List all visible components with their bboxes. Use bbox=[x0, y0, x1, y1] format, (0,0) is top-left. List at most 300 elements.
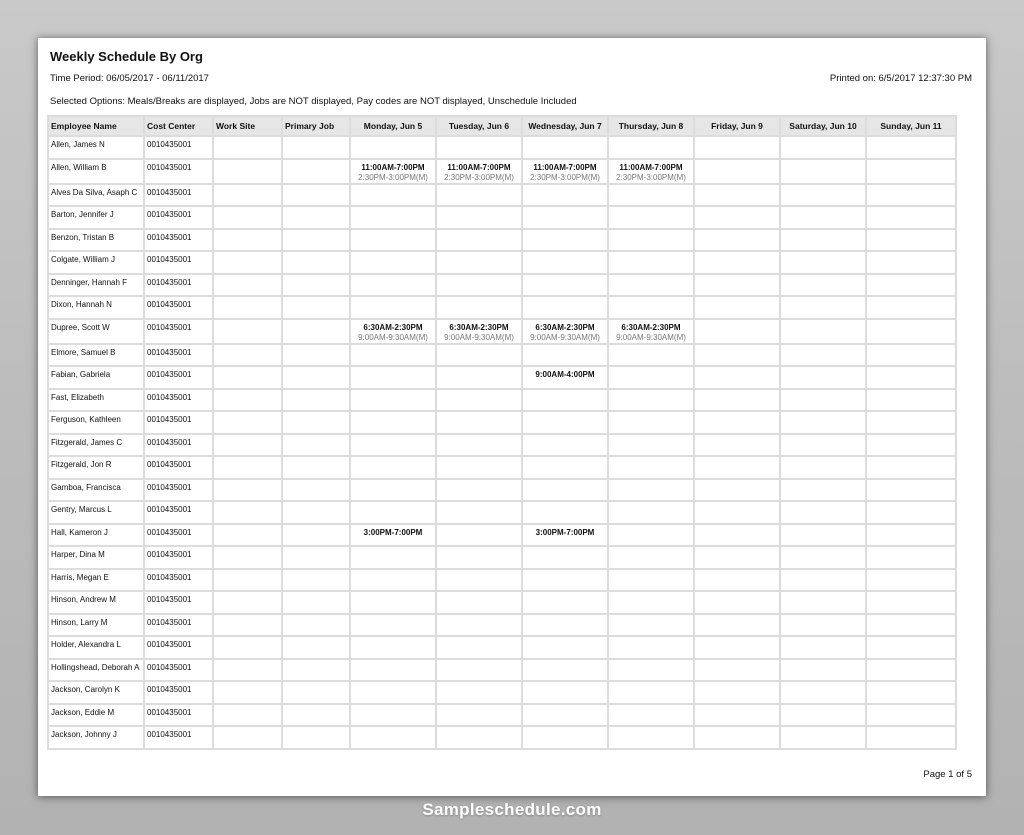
table-row bbox=[48, 569, 956, 592]
table-row bbox=[48, 591, 956, 614]
work-site-cell bbox=[213, 366, 282, 389]
cost-center-cell: 0010435001 bbox=[144, 206, 213, 229]
page-number: Page 1 of 5 bbox=[923, 769, 972, 780]
day-cell bbox=[780, 229, 866, 252]
cost-center-cell: 0010435001 bbox=[144, 136, 213, 159]
day-cell bbox=[522, 681, 608, 704]
day-cell bbox=[608, 524, 694, 547]
cost-center-cell: 0010435001 bbox=[144, 636, 213, 659]
day-cell bbox=[780, 206, 866, 229]
report-title: Weekly Schedule By Org bbox=[50, 49, 203, 64]
employee-name-cell: Hall, Kameron J bbox=[48, 524, 144, 547]
day-cell bbox=[522, 251, 608, 274]
cost-center-cell: 0010435001 bbox=[144, 434, 213, 457]
primary-job-cell bbox=[282, 614, 350, 637]
selected-options: Selected Options: Meals/Breaks are displayed, Jobs are NOT displayed, Pay codes are NOT displayed, Unschedule Included bbox=[50, 96, 577, 107]
day-cell bbox=[866, 229, 956, 252]
day-cell bbox=[694, 726, 780, 749]
day-cell bbox=[694, 184, 780, 207]
cost-center-cell: 0010435001 bbox=[144, 524, 213, 547]
work-site-cell bbox=[213, 501, 282, 524]
day-cell bbox=[436, 184, 522, 207]
work-site-cell bbox=[213, 479, 282, 502]
day-cell bbox=[694, 591, 780, 614]
employee-name-cell: Ferguson, Kathleen bbox=[48, 411, 144, 434]
day-cell bbox=[694, 434, 780, 457]
day-cell bbox=[608, 274, 694, 297]
primary-job-cell bbox=[282, 159, 350, 184]
table-row bbox=[48, 366, 956, 389]
primary-job-cell bbox=[282, 659, 350, 682]
day-cell bbox=[608, 366, 694, 389]
day-cell bbox=[694, 681, 780, 704]
day-cell bbox=[436, 569, 522, 592]
day-cell bbox=[866, 681, 956, 704]
cost-center-cell: 0010435001 bbox=[144, 726, 213, 749]
day-cell bbox=[780, 274, 866, 297]
day-cell bbox=[436, 296, 522, 319]
day-cell bbox=[350, 136, 436, 159]
table-row bbox=[48, 546, 956, 569]
day-cell bbox=[608, 569, 694, 592]
table-row bbox=[48, 344, 956, 367]
day-cell bbox=[866, 184, 956, 207]
col-wednesday: Wednesday, Jun 7 bbox=[522, 116, 608, 136]
day-cell bbox=[350, 344, 436, 367]
day-cell bbox=[866, 524, 956, 547]
day-cell bbox=[608, 614, 694, 637]
meal-break-time: 2:30PM-3:00PM(M) bbox=[530, 172, 600, 182]
cost-center-cell: 0010435001 bbox=[144, 704, 213, 727]
day-cell bbox=[780, 524, 866, 547]
employee-name-cell: Denninger, Hannah F bbox=[48, 274, 144, 297]
cost-center-cell: 0010435001 bbox=[144, 501, 213, 524]
day-cell bbox=[866, 251, 956, 274]
day-cell bbox=[780, 546, 866, 569]
meal-break-time: 9:00AM-9:30AM(M) bbox=[358, 332, 428, 342]
day-cell bbox=[608, 319, 694, 344]
col-primary-job: Primary Job bbox=[282, 116, 350, 136]
primary-job-cell bbox=[282, 546, 350, 569]
cost-center-cell: 0010435001 bbox=[144, 251, 213, 274]
day-cell bbox=[608, 344, 694, 367]
day-cell bbox=[522, 479, 608, 502]
cost-center-cell: 0010435001 bbox=[144, 366, 213, 389]
day-cell bbox=[436, 206, 522, 229]
work-site-cell bbox=[213, 229, 282, 252]
day-cell bbox=[780, 344, 866, 367]
day-cell bbox=[866, 411, 956, 434]
day-cell bbox=[350, 411, 436, 434]
day-cell bbox=[780, 251, 866, 274]
day-cell bbox=[350, 184, 436, 207]
table-row bbox=[48, 389, 956, 412]
work-site-cell bbox=[213, 319, 282, 344]
primary-job-cell bbox=[282, 726, 350, 749]
work-site-cell bbox=[213, 434, 282, 457]
day-cell bbox=[694, 319, 780, 344]
day-cell bbox=[694, 274, 780, 297]
day-cell bbox=[436, 704, 522, 727]
shift-time: 11:00AM-7:00PM bbox=[619, 162, 683, 172]
primary-job-cell bbox=[282, 411, 350, 434]
work-site-cell bbox=[213, 591, 282, 614]
day-cell bbox=[608, 296, 694, 319]
table-row bbox=[48, 524, 956, 547]
table-row bbox=[48, 296, 956, 319]
meal-break-time: 2:30PM-3:00PM(M) bbox=[444, 172, 514, 182]
employee-name-cell: Alves Da Silva, Asaph C bbox=[48, 184, 144, 207]
day-cell bbox=[522, 659, 608, 682]
day-cell bbox=[866, 319, 956, 344]
day-cell bbox=[694, 501, 780, 524]
primary-job-cell bbox=[282, 184, 350, 207]
day-cell bbox=[436, 546, 522, 569]
meal-break-time: 2:30PM-3:00PM(M) bbox=[616, 172, 686, 182]
primary-job-cell bbox=[282, 136, 350, 159]
day-cell bbox=[436, 479, 522, 502]
shift-time: 11:00AM-7:00PM bbox=[361, 162, 425, 172]
day-cell bbox=[780, 184, 866, 207]
day-cell bbox=[694, 659, 780, 682]
table-row bbox=[48, 184, 956, 207]
day-cell bbox=[694, 704, 780, 727]
day-cell bbox=[522, 591, 608, 614]
day-cell bbox=[780, 366, 866, 389]
day-cell bbox=[780, 704, 866, 727]
day-cell bbox=[522, 636, 608, 659]
day-cell bbox=[608, 659, 694, 682]
shift-time: 6:30AM-2:30PM bbox=[535, 322, 595, 332]
day-cell bbox=[350, 456, 436, 479]
primary-job-cell bbox=[282, 591, 350, 614]
day-cell bbox=[350, 229, 436, 252]
day-cell bbox=[694, 159, 780, 184]
work-site-cell bbox=[213, 726, 282, 749]
employee-name-cell: Fitzgerald, James C bbox=[48, 434, 144, 457]
day-cell bbox=[350, 681, 436, 704]
header-row bbox=[48, 116, 956, 136]
day-cell bbox=[780, 136, 866, 159]
day-cell bbox=[350, 434, 436, 457]
day-cell bbox=[866, 614, 956, 637]
primary-job-cell bbox=[282, 296, 350, 319]
primary-job-cell bbox=[282, 704, 350, 727]
day-cell bbox=[436, 501, 522, 524]
day-cell bbox=[780, 591, 866, 614]
day-cell bbox=[608, 704, 694, 727]
col-work-site: Work Site bbox=[213, 116, 282, 136]
day-cell bbox=[780, 726, 866, 749]
employee-name-cell: Allen, James N bbox=[48, 136, 144, 159]
day-cell bbox=[436, 136, 522, 159]
day-cell bbox=[694, 636, 780, 659]
day-cell bbox=[522, 411, 608, 434]
col-tuesday: Tuesday, Jun 6 bbox=[436, 116, 522, 136]
day-cell bbox=[522, 136, 608, 159]
table-row bbox=[48, 274, 956, 297]
day-cell bbox=[522, 704, 608, 727]
day-cell bbox=[522, 344, 608, 367]
day-cell bbox=[694, 251, 780, 274]
primary-job-cell bbox=[282, 501, 350, 524]
employee-name-cell: Dupree, Scott W bbox=[48, 319, 144, 344]
col-monday: Monday, Jun 5 bbox=[350, 116, 436, 136]
table-row bbox=[48, 704, 956, 727]
meal-break-time: 9:00AM-9:30AM(M) bbox=[444, 332, 514, 342]
day-cell bbox=[350, 296, 436, 319]
day-cell bbox=[694, 569, 780, 592]
day-cell bbox=[866, 344, 956, 367]
work-site-cell bbox=[213, 184, 282, 207]
day-cell bbox=[694, 206, 780, 229]
day-cell bbox=[780, 296, 866, 319]
work-site-cell bbox=[213, 344, 282, 367]
day-cell bbox=[350, 159, 436, 184]
day-cell bbox=[350, 206, 436, 229]
day-cell bbox=[780, 614, 866, 637]
day-cell bbox=[608, 136, 694, 159]
meal-break-time: 9:00AM-9:30AM(M) bbox=[616, 332, 686, 342]
employee-name-cell: Hinson, Larry M bbox=[48, 614, 144, 637]
table-row bbox=[48, 456, 956, 479]
primary-job-cell bbox=[282, 569, 350, 592]
table-row bbox=[48, 159, 956, 184]
primary-job-cell bbox=[282, 479, 350, 502]
work-site-cell bbox=[213, 411, 282, 434]
day-cell bbox=[522, 206, 608, 229]
day-cell bbox=[608, 591, 694, 614]
table-row bbox=[48, 136, 956, 159]
day-cell bbox=[436, 366, 522, 389]
employee-name-cell: Barton, Jennifer J bbox=[48, 206, 144, 229]
employee-name-cell: Fabian, Gabriela bbox=[48, 366, 144, 389]
day-cell bbox=[522, 229, 608, 252]
schedule-body bbox=[48, 136, 956, 749]
table-row bbox=[48, 614, 956, 637]
day-cell bbox=[866, 659, 956, 682]
col-sunday: Sunday, Jun 11 bbox=[866, 116, 956, 136]
day-cell bbox=[694, 546, 780, 569]
day-cell bbox=[436, 274, 522, 297]
day-cell bbox=[522, 389, 608, 412]
watermark: Sampleschedule.com bbox=[422, 800, 602, 819]
employee-name-cell: Jackson, Eddie M bbox=[48, 704, 144, 727]
day-cell bbox=[436, 614, 522, 637]
day-cell bbox=[694, 389, 780, 412]
day-cell bbox=[780, 411, 866, 434]
cost-center-cell: 0010435001 bbox=[144, 184, 213, 207]
day-cell bbox=[866, 206, 956, 229]
day-cell bbox=[780, 434, 866, 457]
table-row bbox=[48, 636, 956, 659]
meal-break-time: 2:30PM-3:00PM(M) bbox=[358, 172, 428, 182]
primary-job-cell bbox=[282, 681, 350, 704]
cost-center-cell: 0010435001 bbox=[144, 159, 213, 184]
primary-job-cell bbox=[282, 319, 350, 344]
work-site-cell bbox=[213, 389, 282, 412]
employee-name-cell: Holder, Alexandra L bbox=[48, 636, 144, 659]
cost-center-cell: 0010435001 bbox=[144, 614, 213, 637]
day-cell bbox=[522, 546, 608, 569]
primary-job-cell bbox=[282, 524, 350, 547]
day-cell bbox=[436, 456, 522, 479]
day-cell bbox=[350, 389, 436, 412]
work-site-cell bbox=[213, 659, 282, 682]
day-cell bbox=[780, 659, 866, 682]
day-cell bbox=[780, 159, 866, 184]
day-cell bbox=[522, 274, 608, 297]
primary-job-cell bbox=[282, 366, 350, 389]
day-cell bbox=[522, 614, 608, 637]
day-cell bbox=[350, 726, 436, 749]
day-cell bbox=[522, 319, 608, 344]
work-site-cell bbox=[213, 524, 282, 547]
cost-center-cell: 0010435001 bbox=[144, 659, 213, 682]
shift-time: 3:00PM-7:00PM bbox=[535, 527, 595, 537]
employee-name-cell: Fast, Elizabeth bbox=[48, 389, 144, 412]
day-cell bbox=[608, 479, 694, 502]
employee-name-cell: Elmore, Samuel B bbox=[48, 344, 144, 367]
table-row bbox=[48, 206, 956, 229]
work-site-cell bbox=[213, 704, 282, 727]
day-cell bbox=[350, 319, 436, 344]
primary-job-cell bbox=[282, 456, 350, 479]
cost-center-cell: 0010435001 bbox=[144, 681, 213, 704]
day-cell bbox=[608, 159, 694, 184]
day-cell bbox=[436, 636, 522, 659]
col-employee-name: Employee Name bbox=[48, 116, 144, 136]
employee-name-cell: Fitzgerald, Jon R bbox=[48, 456, 144, 479]
day-cell bbox=[866, 456, 956, 479]
day-cell bbox=[866, 501, 956, 524]
employee-name-cell: Hinson, Andrew M bbox=[48, 591, 144, 614]
day-cell bbox=[522, 726, 608, 749]
report-page bbox=[38, 38, 986, 796]
day-cell bbox=[694, 456, 780, 479]
day-cell bbox=[350, 614, 436, 637]
table-row bbox=[48, 659, 956, 682]
employee-name-cell: Hollingshead, Deborah A bbox=[48, 659, 144, 682]
work-site-cell bbox=[213, 251, 282, 274]
work-site-cell bbox=[213, 136, 282, 159]
day-cell bbox=[694, 411, 780, 434]
day-cell bbox=[436, 591, 522, 614]
shift-time: 6:30AM-2:30PM bbox=[363, 322, 423, 332]
day-cell bbox=[866, 569, 956, 592]
day-cell bbox=[866, 274, 956, 297]
work-site-cell bbox=[213, 614, 282, 637]
shift-time: 6:30AM-2:30PM bbox=[449, 322, 509, 332]
day-cell bbox=[436, 411, 522, 434]
day-cell bbox=[780, 569, 866, 592]
cost-center-cell: 0010435001 bbox=[144, 274, 213, 297]
day-cell bbox=[522, 524, 608, 547]
primary-job-cell bbox=[282, 274, 350, 297]
day-cell bbox=[866, 591, 956, 614]
day-cell bbox=[866, 704, 956, 727]
cost-center-cell: 0010435001 bbox=[144, 389, 213, 412]
day-cell bbox=[694, 524, 780, 547]
day-cell bbox=[350, 569, 436, 592]
day-cell bbox=[522, 159, 608, 184]
day-cell bbox=[350, 274, 436, 297]
table-row bbox=[48, 681, 956, 704]
day-cell bbox=[866, 479, 956, 502]
printed-on: Printed on: 6/5/2017 12:37:30 PM bbox=[829, 73, 972, 84]
work-site-cell bbox=[213, 159, 282, 184]
work-site-cell bbox=[213, 681, 282, 704]
table-row bbox=[48, 229, 956, 252]
day-cell bbox=[866, 546, 956, 569]
time-period: Time Period: 06/05/2017 - 06/11/2017 bbox=[50, 73, 209, 84]
day-cell bbox=[522, 184, 608, 207]
shift-time: 11:00AM-7:00PM bbox=[533, 162, 597, 172]
day-cell bbox=[780, 681, 866, 704]
day-cell bbox=[694, 614, 780, 637]
cost-center-cell: 0010435001 bbox=[144, 591, 213, 614]
cost-center-cell: 0010435001 bbox=[144, 344, 213, 367]
cost-center-cell: 0010435001 bbox=[144, 411, 213, 434]
day-cell bbox=[780, 319, 866, 344]
table-row bbox=[48, 319, 956, 344]
col-saturday: Saturday, Jun 10 bbox=[780, 116, 866, 136]
day-cell bbox=[522, 569, 608, 592]
primary-job-cell bbox=[282, 344, 350, 367]
table-row bbox=[48, 479, 956, 502]
day-cell bbox=[866, 159, 956, 184]
day-cell bbox=[608, 251, 694, 274]
day-cell bbox=[436, 524, 522, 547]
employee-name-cell: Gentry, Marcus L bbox=[48, 501, 144, 524]
day-cell bbox=[608, 681, 694, 704]
day-cell bbox=[350, 636, 436, 659]
day-cell bbox=[780, 479, 866, 502]
shift-time: 6:30AM-2:30PM bbox=[621, 322, 681, 332]
day-cell bbox=[608, 434, 694, 457]
shift-time: 11:00AM-7:00PM bbox=[447, 162, 511, 172]
day-cell bbox=[694, 229, 780, 252]
work-site-cell bbox=[213, 206, 282, 229]
day-cell bbox=[694, 344, 780, 367]
employee-name-cell: Harper, Dina M bbox=[48, 546, 144, 569]
day-cell bbox=[436, 681, 522, 704]
cost-center-cell: 0010435001 bbox=[144, 456, 213, 479]
day-cell bbox=[350, 479, 436, 502]
cost-center-cell: 0010435001 bbox=[144, 546, 213, 569]
work-site-cell bbox=[213, 456, 282, 479]
day-cell bbox=[780, 501, 866, 524]
primary-job-cell bbox=[282, 251, 350, 274]
day-cell bbox=[350, 659, 436, 682]
primary-job-cell bbox=[282, 434, 350, 457]
col-cost-center: Cost Center bbox=[144, 116, 213, 136]
day-cell bbox=[436, 389, 522, 412]
employee-name-cell: Colgate, William J bbox=[48, 251, 144, 274]
shift-time: 9:00AM-4:00PM bbox=[535, 370, 595, 379]
day-cell bbox=[436, 319, 522, 344]
day-cell bbox=[522, 501, 608, 524]
primary-job-cell bbox=[282, 206, 350, 229]
day-cell bbox=[608, 389, 694, 412]
employee-name-cell: Jackson, Carolyn K bbox=[48, 681, 144, 704]
cost-center-cell: 0010435001 bbox=[144, 479, 213, 502]
day-cell bbox=[694, 366, 780, 389]
day-cell bbox=[436, 251, 522, 274]
day-cell bbox=[350, 546, 436, 569]
employee-name-cell: Gamboa, Francisca bbox=[48, 479, 144, 502]
primary-job-cell bbox=[282, 389, 350, 412]
